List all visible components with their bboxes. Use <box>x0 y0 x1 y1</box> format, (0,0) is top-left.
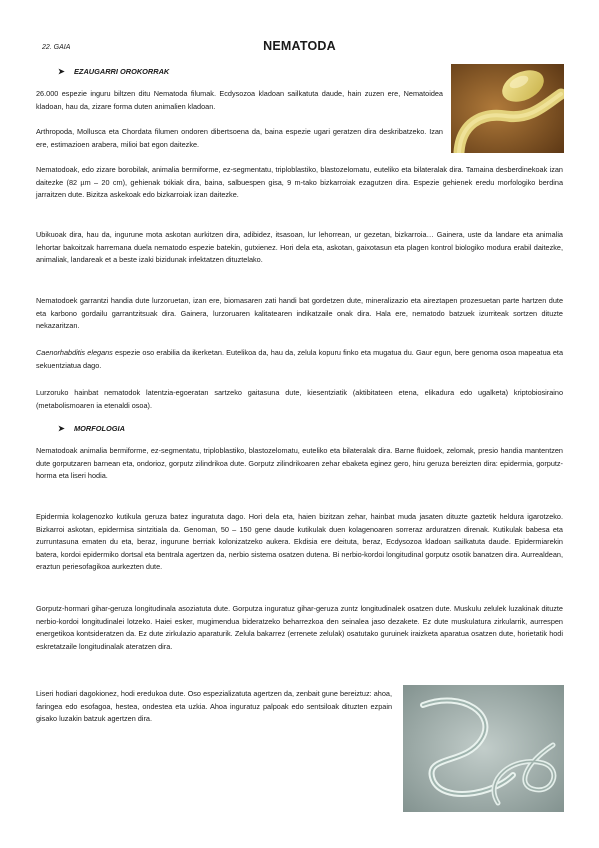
paragraph-text: espezie oso erabilia da ikerketan. Eutelikoa da, hau da, zelula kopuru finko eta mugatua du. Gaur egun, bere genoma osoa mapeatua eta sekuentziatua dago. <box>36 348 564 370</box>
paragraph: Epidermia kolagenozko kutikula geruza batez inguratuta dago. Hori dela eta, haien bizitzan zehar, hainbat muda jasaten dituzte gaztetik heldura igarotzeko. Bizkarroi askotan, epidermisa sintzitiala da. Genoman, 50 – 150 gene daude kutikulak duen kolagenoaren sorreraz arduratzen direnak. Kutikulak babesa eta zurruntasuna ematen du eta, beraz, ingurune berriak kolonizatzeko aukera. Ekdisia ere deituta, beraz, Ecdysozoa kladoan sailkatuta daude. Epidermiarekin batera, kordoi epidermiko dortsal eta bentrala agertzen da, nerbio sistema osatzen dutena. Bi nerbio-kordoi longitudinal gorputz osotik banatzen dira. Aurrealdean, eraztun periesofagikoa aurkezten dute. <box>36 512 563 572</box>
arrow-bullet-icon: ➤ <box>58 424 65 433</box>
nematode-photo-micrograph <box>403 685 564 812</box>
species-name: Caenorhabditis elegans <box>36 348 113 357</box>
paragraph-species <box>36 347 563 372</box>
paragraph: Arthropoda, Mollusca eta Chordata filumen ondoren dibertsoena da, baina espezie ugari geratzen dira deskribatzeko. Izan ere, estimazioen arabera, milioi bat egon daitezke. <box>36 127 443 149</box>
section-heading-ezaugarriak <box>58 67 169 76</box>
paragraph: Nematodoak animalia bermiforme, ez-segmentatu, triploblastiko, blastozelomatu, euteliko eta bilateralak dira. Barne fluidoek, zelomak, presio handia mantentzen dute gorputzaren barnean eta, ondorioz, gorputz zilindrikoa dute. Gorputz zilindrikoaren zehar ebaketa eginez gero, hiru geruza bereizten dira: epidermia, gorputz-horma eta liseri hodia. <box>36 446 563 481</box>
section-label: MORFOLOGIA <box>74 424 125 433</box>
section-label: EZAUGARRI OROKORRAK <box>74 67 170 76</box>
paragraph: Gorputz-hormari gihar-geruza longitudinala asoziatuta dute. Gorputza inguratuz gihar-geruza zuntz longitudinalek osatzen dute. Muskulu zelulek luzakinak dituzte nerbio-kordoi longitudinalei lotzeko. Haiei esker, mugimendua bideratzeko beharrezkoa den seinalea jaso dezakete. Ez dute muskulatura zirkularrik, aurrespen energetikoa kontsideratzen da. Ez dute zirkulazio aparaturik. Zelula bakarrez (errenete zelulak) osatutako guruinek iraizketa aparatua osatzen dute, horietatik hodi eskretatzaile longitudinalak ateratzen dira. <box>36 604 563 651</box>
paragraph: Lurzoruko hainbat nematodok latentzia-egoeratan sartzeko gaitasuna dute, kiesentziatik (aktibitateen etena, elikadura edo ugalketa) kriptobiosiraino (metabolismoaren ia etenaldi osoa). <box>36 388 563 410</box>
section-heading-morfologia <box>58 424 125 433</box>
chapter-label: 22. GAIA <box>42 44 71 51</box>
paragraph: Nematodoak, edo zizare borobilak, animalia bermiforme, ez-segmentatu, triploblastiko, blastozelomatu, euteliko eta bilateralak dira. Tamaina desberdinekoak izan daitezke (82 µm – 20 cm), gehienak txikiak dira, baina, salbuespen gisa, 9 m-tako bizkarroiak ezagutzen dira. Espezie gehienek eredu morfologiko berdina jarraitzen dute. Bizitza askekoak edo bizkarroiak izan daitezke. <box>36 165 563 200</box>
paragraph: 26.000 espezie inguru biltzen ditu Nematoda filumak. Ecdysozoa kladoan sailkatuta daude, hain zuzen ere, Nematoidea kladoan, hau da, zizare forma duten animalien kladoan. <box>36 89 443 111</box>
page-title: NEMATODA <box>263 39 336 53</box>
paragraph: Ubikuoak dira, hau da, ingurune mota askotan aurkitzen dira, adibidez, itsasoan, lur lehorrean, ur gezetan, bizkarroia… Gainera, uste da landare eta animalia lehortar bakoitzak harremana duela nematodo espezie batekin, gutxienez. Hori dela eta, askotan, gaixotasun eta plagen kontrol biologiko modura erabil daitezke, animaliak, landareak et a beste izaki bizidunak infektatzen dituztelako. <box>36 230 563 265</box>
arrow-bullet-icon: ➤ <box>58 67 65 76</box>
nematode-photo-yellow <box>451 64 564 153</box>
paragraph: Liseri hodiari dagokionez, hodi eredukoa dute. Oso espezializatuta agertzen da, zenbait gune bereiztuz: ahoa, faringea edo esofagoa, hestea, ondestea eta uzkia. Ahoa inguratuz palpoak edo sentsiloak dituzten ezpain gisako luzakin batzuk agertzen dira. <box>36 689 392 724</box>
paragraph: Nematodoek garrantzi handia dute lurzoruetan, izan ere, biomasaren zati handi bat gordetzen dute, mineralizazio eta aireztapen prozesuetan parte hartzen dute eta karbono gordailu garrantzitsuak dira. Gainera, lurzoruaren kalitatearen indikatzaile onak dira. Hala ere, nematodo batzuek izurriteak sortzen dituzte nekazaritzan. <box>36 296 563 331</box>
